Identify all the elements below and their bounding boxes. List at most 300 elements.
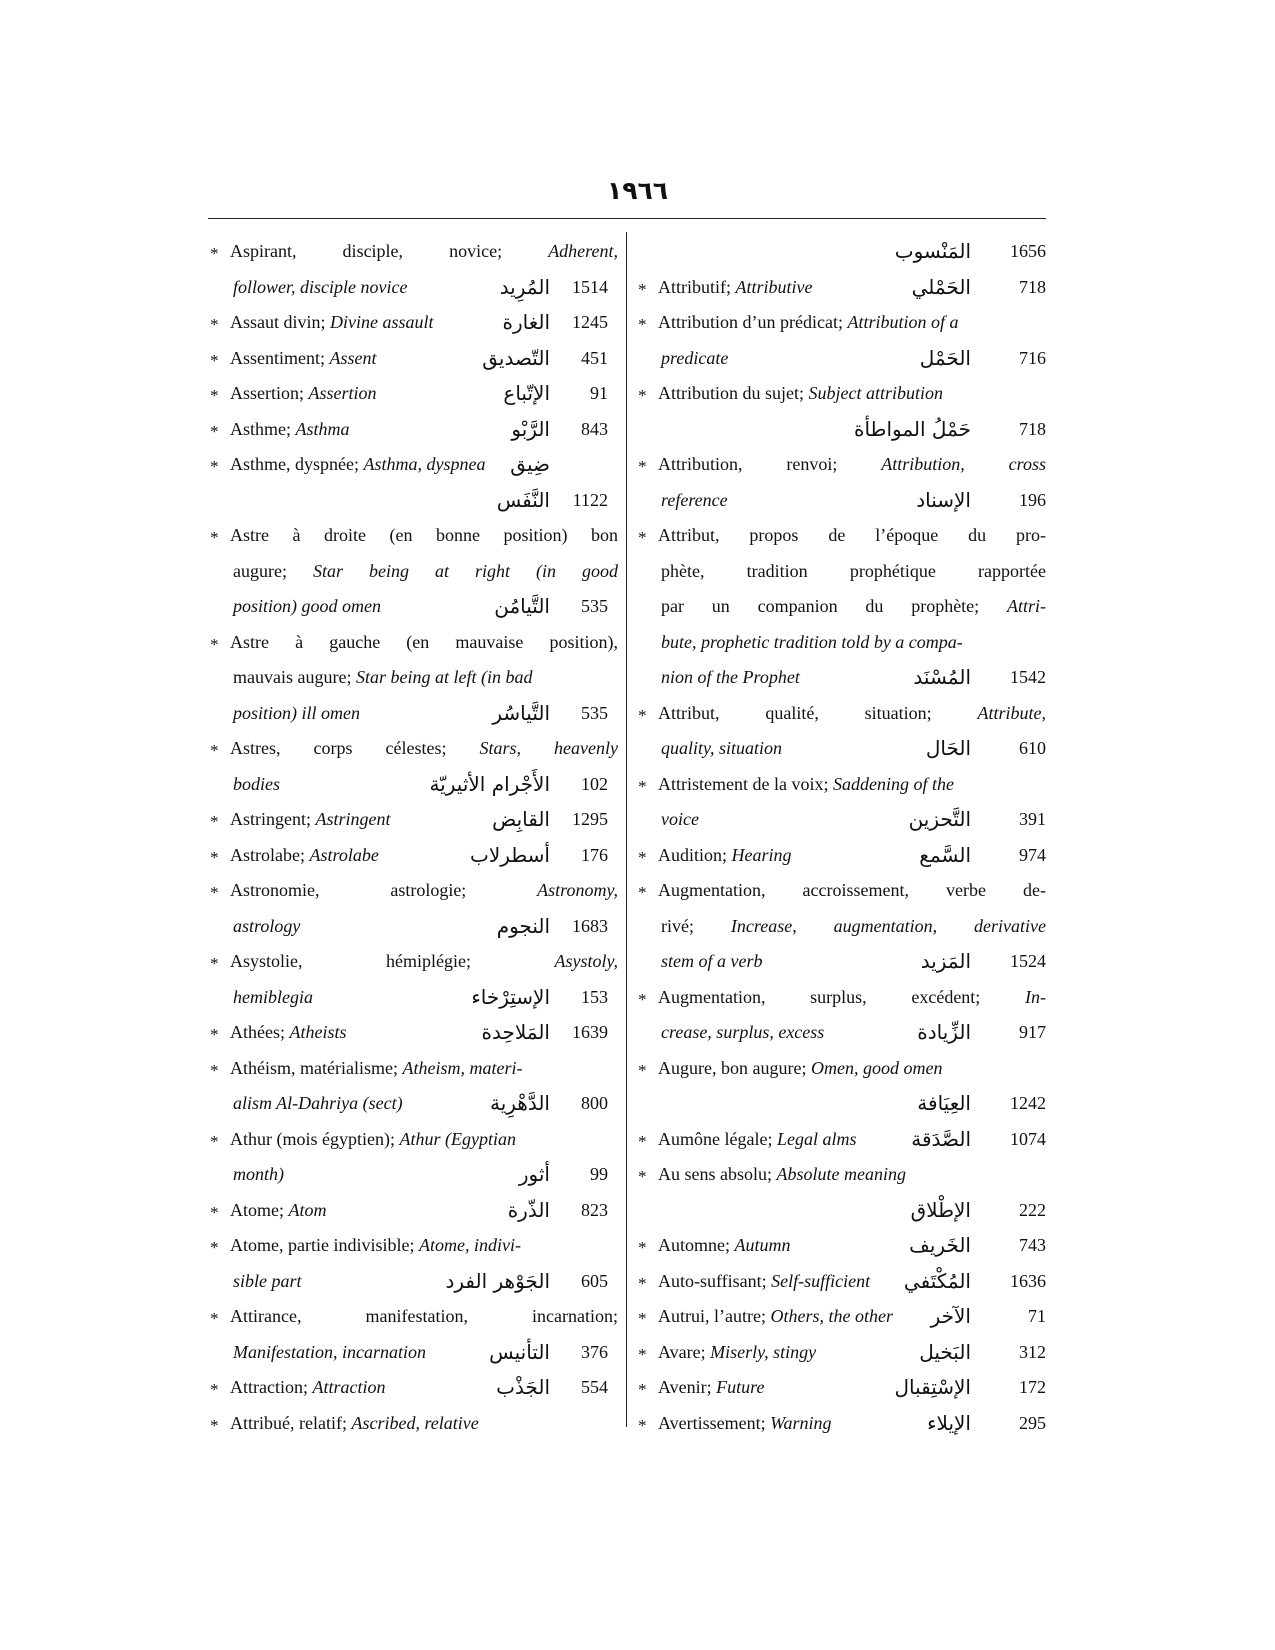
entry-bullet: * <box>210 421 219 441</box>
french-term: Augmentation, accroissement, verbe de- <box>658 880 1046 900</box>
english-term: Astronomy, <box>537 880 618 900</box>
page-reference: 1639 <box>572 1022 608 1042</box>
page-reference: 451 <box>581 347 608 368</box>
english-term: predicate <box>661 347 729 368</box>
entry-line <box>208 1051 618 1087</box>
french-term: Attribué, relatif; <box>230 1412 347 1433</box>
entry-text <box>658 1335 816 1371</box>
entry-text <box>658 1157 906 1193</box>
french-term: Attristement de la voix; <box>658 773 829 794</box>
entry-line <box>636 1406 1046 1442</box>
english-term: Assertion <box>308 383 377 403</box>
entry-line <box>636 767 1046 803</box>
english-term: Attributive <box>735 276 813 297</box>
french-term: Astre à gauche (en mauvaise position), <box>230 631 618 652</box>
page-reference: 1656 <box>1010 241 1046 261</box>
french-term: Au sens absolu; <box>658 1164 772 1184</box>
arabic-term: القابِض <box>492 807 550 831</box>
entry-text <box>658 1122 856 1158</box>
entry-bullet: * <box>210 528 219 547</box>
page-reference: 91 <box>590 383 608 403</box>
english-term: Atome, indivi- <box>418 1235 521 1255</box>
entry-bullet: * <box>210 1060 219 1080</box>
english-term: Attribution, cross <box>881 454 1046 474</box>
page-reference: 1514 <box>572 276 608 297</box>
entry-text <box>658 518 1046 554</box>
arabic-term: النجوم <box>496 913 550 938</box>
arabic-term: الإيلاء <box>927 1410 971 1435</box>
entry-bullet: * <box>638 776 647 796</box>
page-reference: 1542 <box>1010 667 1046 687</box>
entry-bullet: * <box>638 315 647 334</box>
french-term: Avertissement; <box>658 1412 766 1433</box>
entry-text <box>230 838 379 874</box>
page-reference: 800 <box>581 1093 608 1113</box>
english-term: Attribution of a <box>847 312 959 332</box>
entry-line <box>636 1228 1046 1264</box>
entry-text <box>658 980 1046 1016</box>
arabic-term: الجَذْب <box>496 1375 550 1399</box>
french-term: Atome; <box>230 1199 284 1220</box>
english-term: Adherent, <box>548 241 618 261</box>
page-reference: 172 <box>1019 1377 1046 1397</box>
page-reference: 535 <box>581 596 608 616</box>
french-term: Attributif; <box>658 276 731 297</box>
entry-bullet: * <box>638 1309 647 1328</box>
english-term: Saddening of the <box>832 773 954 794</box>
english-term: Future <box>716 1377 765 1397</box>
entry-line <box>636 447 1046 483</box>
entry-line <box>636 305 1046 341</box>
entry-line <box>636 1051 1046 1087</box>
french-term: Automne; <box>658 1235 730 1255</box>
entry-line <box>208 1015 618 1051</box>
entry-text <box>230 731 618 767</box>
entry-bullet: * <box>210 457 219 476</box>
arabic-term: التَّيامُن <box>494 594 550 618</box>
entry-text <box>658 696 1046 732</box>
arabic-term: النَّفَس <box>496 487 550 512</box>
entry-line <box>208 696 618 732</box>
entry-line <box>636 625 1046 661</box>
english-term: Atom <box>288 1199 327 1220</box>
entry-text <box>233 767 280 803</box>
english-term: sible part <box>233 1270 302 1291</box>
entry-line <box>208 483 618 519</box>
english-term: Manifestation, incarnation <box>233 1341 426 1362</box>
page-reference: 1122 <box>572 489 608 510</box>
page-reference: 610 <box>1019 738 1046 758</box>
entry-text <box>230 376 377 412</box>
french-term: Astre à droite (en bonne position) bon <box>230 525 618 545</box>
entry-text <box>233 909 300 945</box>
entry-line <box>636 270 1046 306</box>
entry-line <box>636 554 1046 590</box>
page-reference: 1636 <box>1010 1270 1046 1291</box>
english-term: Astrolabe <box>309 844 379 865</box>
entry-text <box>658 305 958 341</box>
entry-text <box>230 518 618 554</box>
entry-bullet: * <box>210 1025 219 1044</box>
entry-text <box>230 305 434 341</box>
french-term: Attirance, manifestation, incarnation; <box>230 1306 618 1326</box>
french-term: Aspirant, disciple, novice; <box>230 241 503 261</box>
french-term: Attribut, qualité, situation; <box>658 702 932 723</box>
entry-text <box>658 1299 893 1335</box>
arabic-term: الآخر <box>930 1304 971 1328</box>
english-term: Attri- <box>1007 596 1046 616</box>
entry-bullet: * <box>210 1202 219 1222</box>
french-term: Asystolie, hémiplégie; <box>230 951 471 971</box>
french-term: mauvais augure; <box>233 667 352 687</box>
entry-bullet: * <box>638 1344 647 1364</box>
entry-bullet: * <box>210 244 219 263</box>
entry-line <box>208 909 618 945</box>
entry-text <box>658 767 954 803</box>
entry-text <box>658 1370 764 1406</box>
entry-line <box>636 341 1046 377</box>
page-reference: 295 <box>1019 1412 1046 1433</box>
french-term: Autrui, l’autre; <box>658 1306 766 1326</box>
entry-text <box>230 447 485 483</box>
entry-text <box>230 1370 385 1406</box>
entry-bullet: * <box>210 1238 219 1257</box>
entry-text <box>233 1157 284 1193</box>
entry-bullet: * <box>210 1309 219 1328</box>
english-term: Warning <box>770 1412 832 1433</box>
entry-text <box>233 660 532 696</box>
arabic-term: الزِّيادة <box>917 1020 971 1044</box>
entry-line <box>636 1193 1046 1229</box>
arabic-term: أثور <box>518 1162 550 1186</box>
french-term: Augmentation, surplus, excédent; <box>658 986 981 1007</box>
entry-line <box>636 980 1046 1016</box>
page-reference: 376 <box>581 1341 608 1362</box>
arabic-term: المَلاحِدة <box>481 1020 550 1044</box>
entry-line <box>208 589 618 625</box>
arabic-term: المُرِيد <box>499 274 550 299</box>
entry-bullet: * <box>210 1380 219 1399</box>
english-term: In- <box>1025 986 1046 1007</box>
entry-bullet: * <box>638 705 647 725</box>
arabic-term: التأنيس <box>489 1339 550 1364</box>
arabic-term: التَّياسُر <box>492 700 550 725</box>
french-term: Aumône légale; <box>658 1128 773 1149</box>
entry-line <box>636 1370 1046 1406</box>
entry-line <box>208 447 618 483</box>
entry-line <box>636 589 1046 625</box>
header-rule <box>208 218 1046 219</box>
entry-line <box>208 270 618 306</box>
entry-line <box>208 1335 618 1371</box>
french-term: Astrolabe; <box>230 844 305 865</box>
entry-text <box>658 1051 942 1087</box>
entry-text <box>658 270 812 306</box>
entry-text <box>658 447 1046 483</box>
entry-line <box>208 518 618 554</box>
english-term: bute, prophetic tradition told by a compa- <box>661 631 963 652</box>
entry-bullet: * <box>210 386 219 405</box>
entry-text <box>230 1193 327 1229</box>
entry-text <box>661 589 1046 625</box>
entry-line <box>636 412 1046 448</box>
entry-bullet: * <box>210 315 219 334</box>
entry-line <box>636 234 1046 270</box>
entry-text <box>233 980 313 1016</box>
english-term: Miserly, stingy <box>710 1341 817 1362</box>
page-reference: 917 <box>1019 1022 1046 1042</box>
arabic-term: الصَّدَقة <box>911 1126 971 1151</box>
arabic-term: الحَمْلي <box>911 274 971 299</box>
english-term: Attribute, <box>977 702 1046 723</box>
page-reference: 718 <box>1019 418 1046 439</box>
entry-line <box>636 660 1046 696</box>
entry-bullet: * <box>210 883 219 902</box>
arabic-term: التّصديق <box>482 345 550 370</box>
entry-line <box>636 1264 1046 1300</box>
english-term: voice <box>661 809 699 829</box>
arabic-term: الذّرة <box>507 1197 550 1222</box>
entry-text <box>233 1264 302 1300</box>
entry-text <box>661 660 800 696</box>
entry-line <box>636 1015 1046 1051</box>
french-term: Assertion; <box>230 383 304 403</box>
entry-bullet: * <box>638 1380 647 1399</box>
entry-line <box>208 980 618 1016</box>
entry-text <box>230 873 618 909</box>
french-term: Attribution d’un prédicat; <box>658 312 843 332</box>
entry-text <box>230 625 618 661</box>
entry-text <box>661 731 782 767</box>
french-term: Assentiment; <box>230 347 325 368</box>
page-reference: 843 <box>581 418 608 439</box>
arabic-term: البَخيل <box>919 1339 971 1364</box>
entry-text <box>230 234 618 270</box>
entry-line <box>208 1086 618 1122</box>
french-term: Auto-suffisant; <box>658 1270 767 1291</box>
french-term: Asthme; <box>230 418 291 439</box>
arabic-term: الإسْتِقبال <box>894 1375 971 1399</box>
arabic-term: الأَجْرام الأثيريّة <box>429 771 550 796</box>
page-number: ١٩٦٦ <box>606 176 669 205</box>
french-term: Attribution, renvoi; <box>658 454 838 474</box>
page-reference: 1242 <box>1010 1093 1046 1113</box>
entry-line <box>208 376 618 412</box>
english-term: Subject attribution <box>808 383 943 403</box>
entry-text <box>661 1015 824 1051</box>
entry-line <box>208 767 618 803</box>
page-reference: 1683 <box>572 915 608 936</box>
arabic-term: الإستِرْخاء <box>471 984 550 1009</box>
french-term: Astringent; <box>230 809 311 829</box>
page-reference: 535 <box>581 702 608 723</box>
english-term: Increase, augmentation, derivative <box>730 915 1046 936</box>
english-term: Asthma, dyspnea <box>363 454 486 474</box>
arabic-term: السَّمع <box>919 842 971 867</box>
entry-line <box>208 625 618 661</box>
entry-line <box>636 376 1046 412</box>
french-term: Assaut divin; <box>230 312 326 332</box>
entry-line <box>636 696 1046 732</box>
french-term: Avenir; <box>658 1377 712 1397</box>
english-term: Star being at right (in good <box>313 560 618 581</box>
arabic-term: العِيَافة <box>917 1091 971 1115</box>
english-term: crease, surplus, excess <box>661 1022 825 1042</box>
entry-bullet: * <box>210 954 219 973</box>
entry-bullet: * <box>210 741 219 760</box>
entry-bullet: * <box>638 1238 647 1257</box>
arabic-term: حَمْلُ المواطأة <box>853 416 971 441</box>
entry-bullet: * <box>638 1131 647 1151</box>
entry-text <box>661 802 699 838</box>
entry-text <box>233 1335 426 1371</box>
entry-text <box>230 1015 346 1051</box>
english-term: quality, situation <box>661 738 783 758</box>
english-term: Athur (Egyptian <box>399 1128 516 1149</box>
entry-line <box>636 873 1046 909</box>
entry-text <box>230 1299 618 1335</box>
arabic-term: الغارة <box>502 310 550 334</box>
french-term: phète, tradition prophétique rapportée <box>661 560 1046 581</box>
english-term: bodies <box>233 773 280 794</box>
french-term: par un companion du prophète; <box>661 596 980 616</box>
arabic-term: التَّحزين <box>908 807 971 831</box>
entry-text <box>658 1406 832 1442</box>
arabic-term: الحَال <box>925 736 971 760</box>
arabic-term: الإتّباع <box>503 381 550 405</box>
french-term: Atome, partie indivisible; <box>230 1235 415 1255</box>
entry-line <box>208 1406 618 1442</box>
arabic-term: الرَّبْو <box>511 416 550 441</box>
entry-bullet: * <box>210 1131 219 1151</box>
english-term: Hearing <box>731 844 792 865</box>
entry-line <box>636 1086 1046 1122</box>
english-term: position) good omen <box>233 596 381 616</box>
entry-text <box>658 376 943 412</box>
arabic-term: المُكْتَفي <box>903 1268 971 1293</box>
page-reference: 312 <box>1019 1341 1046 1362</box>
page-reference: 743 <box>1019 1235 1046 1255</box>
entry-line <box>208 412 618 448</box>
arabic-term: الإسناد <box>916 487 971 512</box>
entry-line <box>208 873 618 909</box>
page-reference: 716 <box>1019 347 1046 368</box>
entry-text <box>661 483 728 519</box>
arabic-term: الجَوْهر الفرد <box>445 1268 550 1293</box>
entry-line <box>208 1299 618 1335</box>
page-reference: 1295 <box>572 809 608 829</box>
entry-text <box>233 589 381 625</box>
entry-bullet: * <box>638 1060 647 1080</box>
page-reference: 1524 <box>1010 951 1046 971</box>
entry-text <box>661 944 762 980</box>
entry-text <box>230 944 618 980</box>
page-reference: 176 <box>581 844 608 865</box>
entry-text <box>661 625 963 661</box>
french-term: augure; <box>233 560 287 581</box>
entry-bullet: * <box>210 634 219 654</box>
page-reference: 391 <box>1019 809 1046 829</box>
arabic-term: الخَريف <box>909 1233 971 1257</box>
entry-text <box>658 873 1046 909</box>
arabic-term: أسطرلاب <box>470 842 550 867</box>
english-term: Self-sufficient <box>771 1270 871 1291</box>
entry-text <box>230 1406 479 1442</box>
english-term: Stars, heavenly <box>479 738 618 758</box>
entry-line <box>208 305 618 341</box>
entry-bullet: * <box>638 1273 647 1293</box>
french-term: Audition; <box>658 844 728 865</box>
entry-line <box>636 1122 1046 1158</box>
english-term: stem of a verb <box>661 951 763 971</box>
entry-line <box>208 234 618 270</box>
english-term: Attraction <box>312 1377 386 1397</box>
page-reference: 974 <box>1019 844 1046 865</box>
entry-text <box>230 412 350 448</box>
right-column <box>636 234 1046 1441</box>
entry-line <box>208 1370 618 1406</box>
entry-text <box>233 696 360 732</box>
entry-line <box>208 802 618 838</box>
french-term: Attraction; <box>230 1377 308 1397</box>
entry-line <box>208 1228 618 1264</box>
english-term: Asystoly, <box>554 951 618 971</box>
english-term: Absolute meaning <box>776 1164 906 1184</box>
entry-line <box>208 1193 618 1229</box>
arabic-term: الحَمْل <box>919 345 971 370</box>
english-term: Atheists <box>289 1022 347 1042</box>
arabic-term: المَنْسوب <box>894 239 971 263</box>
entry-line <box>208 341 618 377</box>
english-term: Others, the other <box>770 1306 893 1326</box>
page-reference: 1074 <box>1010 1128 1046 1149</box>
left-column <box>208 234 618 1441</box>
english-term: nion of the Prophet <box>661 667 800 687</box>
page-reference: 1245 <box>572 312 608 332</box>
page-reference: 605 <box>581 1270 608 1291</box>
entry-line <box>208 944 618 980</box>
entry-line <box>208 554 618 590</box>
entry-text <box>661 554 1046 590</box>
entry-line <box>208 838 618 874</box>
page-reference: 718 <box>1019 276 1046 297</box>
french-term: Astronomie, astrologie; <box>230 880 467 900</box>
entry-line <box>208 660 618 696</box>
english-term: Star being at left (in bad <box>355 667 533 687</box>
english-term: position) ill omen <box>233 702 360 723</box>
entry-bullet: * <box>638 457 647 476</box>
entry-bullet: * <box>638 1415 647 1435</box>
french-term: Athées; <box>230 1022 285 1042</box>
entry-text <box>230 341 377 377</box>
entry-bullet: * <box>638 847 647 867</box>
entry-text <box>233 1086 403 1122</box>
english-term: alism Al-Dahriya (sect) <box>233 1093 403 1113</box>
french-term: Asthme, dyspnée; <box>230 454 359 474</box>
entry-text <box>661 341 728 377</box>
french-term: Attribut, propos de l’époque du pro- <box>658 525 1046 545</box>
entry-text <box>230 1051 522 1087</box>
english-term: month) <box>233 1164 284 1184</box>
english-term: Omen, good omen <box>810 1057 943 1078</box>
entry-text <box>230 1122 516 1158</box>
english-term: Ascribed, relative <box>351 1412 479 1433</box>
entry-line <box>636 518 1046 554</box>
page-reference: 153 <box>581 986 608 1007</box>
entry-text <box>230 1228 521 1264</box>
french-term: Astres, corps célestes; <box>230 738 447 758</box>
english-term: Autumn <box>734 1235 791 1255</box>
